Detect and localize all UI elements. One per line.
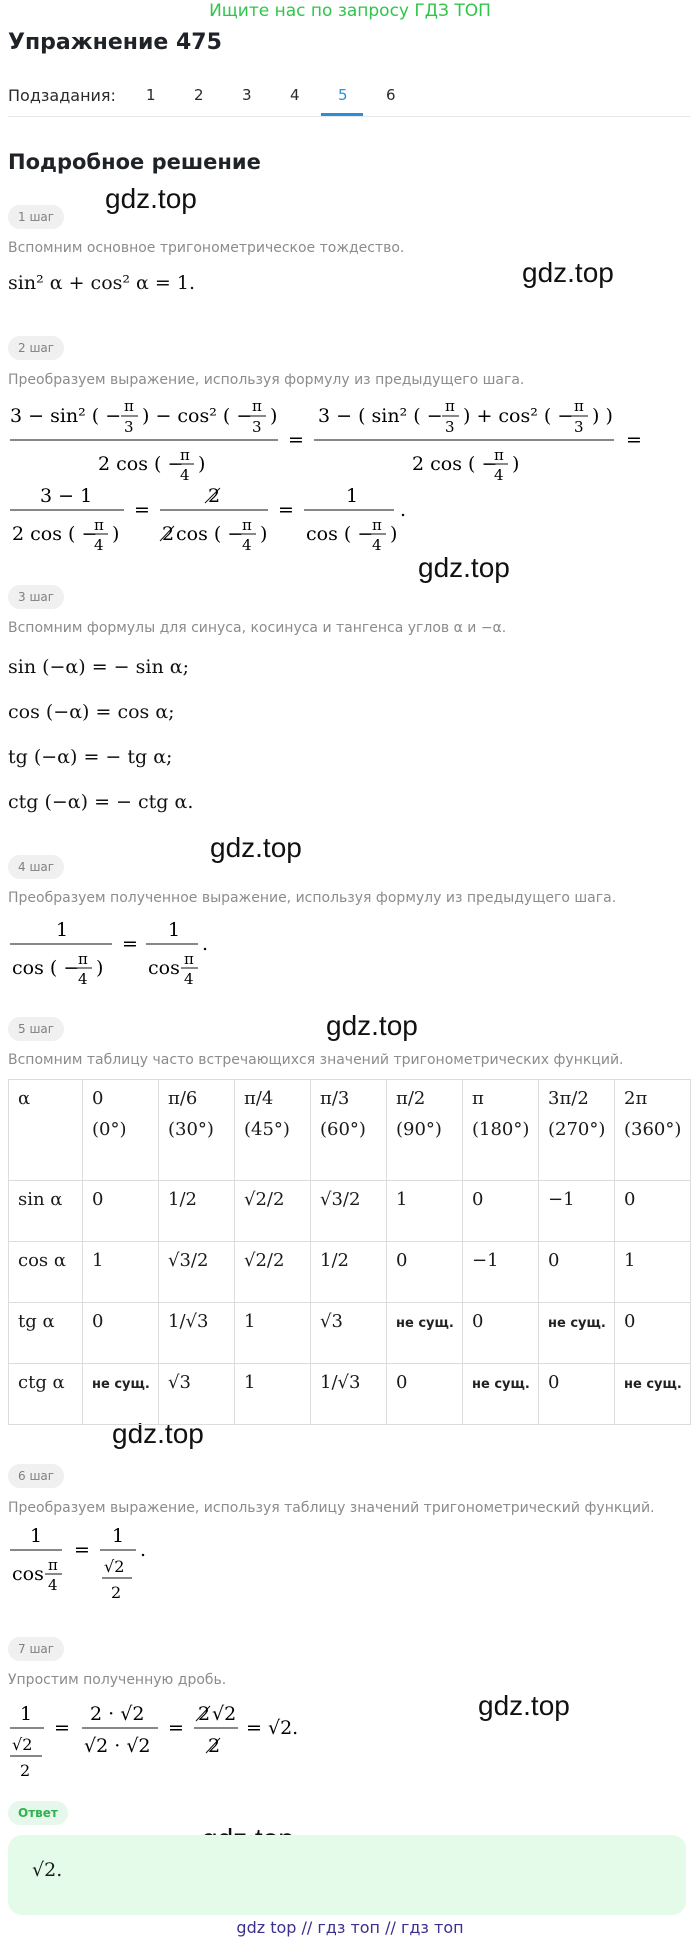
svg-text:) − cos² ( −: ) − cos² ( − xyxy=(142,405,253,427)
tab-subtask-1[interactable]: 1 xyxy=(146,86,156,104)
svg-text:π: π xyxy=(372,516,382,534)
svg-text:√2: √2 xyxy=(12,1735,33,1754)
svg-text:3 − ( sin² ( −: 3 − ( sin² ( − xyxy=(318,405,443,427)
svg-text:2: 2 xyxy=(208,1735,221,1757)
svg-text:.: . xyxy=(400,499,407,521)
watermark: gdz.top xyxy=(210,832,302,863)
watermark: gdz.top xyxy=(112,1418,204,1449)
table-header-cell: 0 (0°) xyxy=(83,1080,159,1181)
answer-badge: Ответ xyxy=(8,1801,68,1825)
svg-text:2: 2 xyxy=(198,1703,211,1725)
svg-text:.: . xyxy=(140,1539,147,1561)
svg-text:): ) xyxy=(260,523,268,545)
step7-simplification xyxy=(8,1690,328,1790)
svg-text:2: 2 xyxy=(111,1583,122,1602)
step6-transformation xyxy=(8,1518,228,1618)
svg-text:): ) xyxy=(112,523,120,545)
svg-text:=: = xyxy=(54,1717,70,1739)
step-description: Вспомним формулы для синуса, косинуса и тангенса углов α и −α. xyxy=(8,620,507,636)
step2-transformation xyxy=(8,392,688,562)
watermark: gdz.top xyxy=(326,1010,418,1041)
svg-text:3: 3 xyxy=(252,418,262,436)
svg-text:1: 1 xyxy=(346,485,359,507)
svg-text:2 cos ( −: 2 cos ( − xyxy=(12,523,98,545)
step-badge: 1 шаг xyxy=(8,205,64,229)
svg-text:1: 1 xyxy=(20,1703,33,1725)
svg-text:): ) xyxy=(512,453,520,475)
svg-text:4: 4 xyxy=(180,466,190,484)
step-description: Преобразуем полученное выражение, используя формулу из предыдущего шага. xyxy=(8,890,617,906)
svg-text:π: π xyxy=(94,516,104,534)
svg-text:1: 1 xyxy=(168,919,181,941)
watermark: gdz.top xyxy=(522,257,614,288)
table-header-cell: 2π (360°) xyxy=(615,1080,691,1181)
ctg-negative-formula: ctg (−α) = − ctg α. xyxy=(8,791,194,813)
svg-text:3 − 1: 3 − 1 xyxy=(40,485,93,507)
cos-negative-formula: cos (−α) = cos α; xyxy=(8,701,175,723)
page-title: Упражнение 475 xyxy=(8,30,222,55)
svg-text:cos: cos xyxy=(148,957,180,979)
svg-text:3: 3 xyxy=(445,418,455,436)
table-row: sin α 0 1/2 √2/2 √3/2 1 0 −1 0 xyxy=(9,1181,691,1242)
svg-text:): ) xyxy=(198,453,206,475)
svg-text:=: = xyxy=(288,429,304,451)
svg-text:cos: cos xyxy=(12,1563,44,1585)
svg-text:): ) xyxy=(390,523,398,545)
table-header-cell: π/4 (45°) xyxy=(235,1080,311,1181)
solution-heading: Подробное решение xyxy=(8,150,261,174)
svg-text:): ) xyxy=(270,405,278,427)
subtask-nav xyxy=(8,80,690,117)
svg-text:1: 1 xyxy=(112,1525,125,1547)
svg-text:=: = xyxy=(74,1539,90,1561)
tab-subtask-5[interactable]: 5 xyxy=(338,86,348,104)
table-row: ctg α не сущ. √3 1 1/√3 0 не сущ. 0 не сущ. xyxy=(9,1364,691,1425)
table-header-cell: α xyxy=(9,1080,83,1181)
svg-text:=: = xyxy=(626,429,642,451)
svg-text:√2 · √2: √2 · √2 xyxy=(84,1735,151,1757)
sin-negative-formula: sin (−α) = − sin α; xyxy=(8,656,189,678)
tab-subtask-4[interactable]: 4 xyxy=(290,86,300,104)
svg-text:2 cos ( −: 2 cos ( − xyxy=(98,453,184,475)
watermark: gdz.top xyxy=(478,1690,570,1721)
table-header-cell: 3π/2 (270°) xyxy=(539,1080,615,1181)
tg-negative-formula: tg (−α) = − tg α; xyxy=(8,746,173,768)
watermark: gdz.top xyxy=(418,552,510,583)
svg-text:=: = xyxy=(168,1717,184,1739)
step-badge: 7 шаг xyxy=(8,1637,64,1661)
svg-text:π: π xyxy=(78,950,88,968)
svg-text:cos ( −: cos ( − xyxy=(176,523,244,545)
svg-text:= √2.: = √2. xyxy=(246,1717,299,1739)
svg-text:π: π xyxy=(184,950,194,968)
answer-value: √2. xyxy=(32,1859,63,1881)
table-row: tg α 0 1/√3 1 √3 не сущ. 0 не сущ. 0 xyxy=(9,1303,691,1364)
step-description: Упростим полученную дробь. xyxy=(8,1672,227,1688)
svg-text:cos ( −: cos ( − xyxy=(12,957,80,979)
svg-text:.: . xyxy=(202,933,209,955)
svg-text:=: = xyxy=(122,933,138,955)
svg-text:4: 4 xyxy=(78,970,88,988)
svg-text:2: 2 xyxy=(162,523,175,545)
svg-text:π: π xyxy=(445,397,455,415)
search-banner: Ищите нас по запросу ГДЗ ТОП xyxy=(209,1,491,21)
table-header-cell: π/2 (90°) xyxy=(387,1080,463,1181)
tab-subtask-2[interactable]: 2 xyxy=(194,86,204,104)
tab-subtask-3[interactable]: 3 xyxy=(242,86,252,104)
svg-text:4: 4 xyxy=(48,1576,58,1594)
step-badge: 6 шаг xyxy=(8,1464,64,1488)
svg-text:2 · √2: 2 · √2 xyxy=(90,1703,145,1725)
svg-text:) ): ) ) xyxy=(592,405,613,427)
svg-text:=: = xyxy=(278,499,294,521)
svg-text:√2: √2 xyxy=(212,1703,237,1725)
watermark: gdz.top xyxy=(105,183,197,214)
svg-text:2 cos ( −: 2 cos ( − xyxy=(412,453,498,475)
svg-text:3 − sin² ( −: 3 − sin² ( − xyxy=(10,405,122,427)
svg-text:π: π xyxy=(242,516,252,534)
step-badge: 5 шаг xyxy=(8,1017,64,1041)
svg-text:√2: √2 xyxy=(104,1557,125,1576)
tab-subtask-6[interactable]: 6 xyxy=(386,86,396,104)
svg-text:4: 4 xyxy=(94,536,104,554)
step-description: Вспомним основное тригонометрическое тождество. xyxy=(8,240,405,256)
svg-text:) + cos² ( −: ) + cos² ( − xyxy=(463,405,574,427)
svg-text:1: 1 xyxy=(56,919,69,941)
svg-text:3: 3 xyxy=(574,418,584,436)
step-badge: 4 шаг xyxy=(8,855,64,879)
step-description: Вспомним таблицу часто встречающихся значений тригонометрических функций. xyxy=(8,1052,624,1068)
step-description: Преобразуем выражение, используя формулу из предыдущего шага. xyxy=(8,372,525,388)
table-header-cell: π/6 (30°) xyxy=(159,1080,235,1181)
step4-transformation xyxy=(8,912,248,992)
step-description: Преобразуем выражение, используя таблицу значений тригонометрический функций. xyxy=(8,1500,655,1516)
table-header-cell: π/3 (60°) xyxy=(311,1080,387,1181)
table-header-cell: π (180°) xyxy=(463,1080,539,1181)
trig-values-table xyxy=(8,1079,691,1425)
svg-text:3: 3 xyxy=(124,418,134,436)
svg-text:π: π xyxy=(252,397,262,415)
svg-text:4: 4 xyxy=(494,466,504,484)
step-badge: 3 шаг xyxy=(8,585,64,609)
svg-text:π: π xyxy=(494,446,504,464)
svg-text:=: = xyxy=(134,499,150,521)
subtask-label: Подзадания: xyxy=(8,86,116,105)
table-row: cos α 1 √3/2 √2/2 1/2 0 −1 0 1 xyxy=(9,1242,691,1303)
svg-text:π: π xyxy=(124,397,134,415)
answer-box xyxy=(8,1835,686,1915)
step-badge: 2 шаг xyxy=(8,336,64,360)
svg-text:π: π xyxy=(48,1556,58,1574)
svg-text:π: π xyxy=(180,446,190,464)
active-tab-indicator xyxy=(321,113,363,116)
svg-text:4: 4 xyxy=(372,536,382,554)
svg-text:cos ( −: cos ( − xyxy=(306,523,374,545)
svg-text:4: 4 xyxy=(242,536,252,554)
svg-text:2: 2 xyxy=(208,485,221,507)
identity-formula: sin² α + cos² α = 1. xyxy=(8,272,195,294)
svg-text:): ) xyxy=(96,957,104,979)
footer-links[interactable]: gdz top // гдз топ // гдз топ xyxy=(236,1918,464,1937)
svg-text:π: π xyxy=(574,397,584,415)
svg-text:4: 4 xyxy=(184,970,194,988)
svg-text:2: 2 xyxy=(20,1761,31,1780)
svg-text:1: 1 xyxy=(30,1525,43,1547)
